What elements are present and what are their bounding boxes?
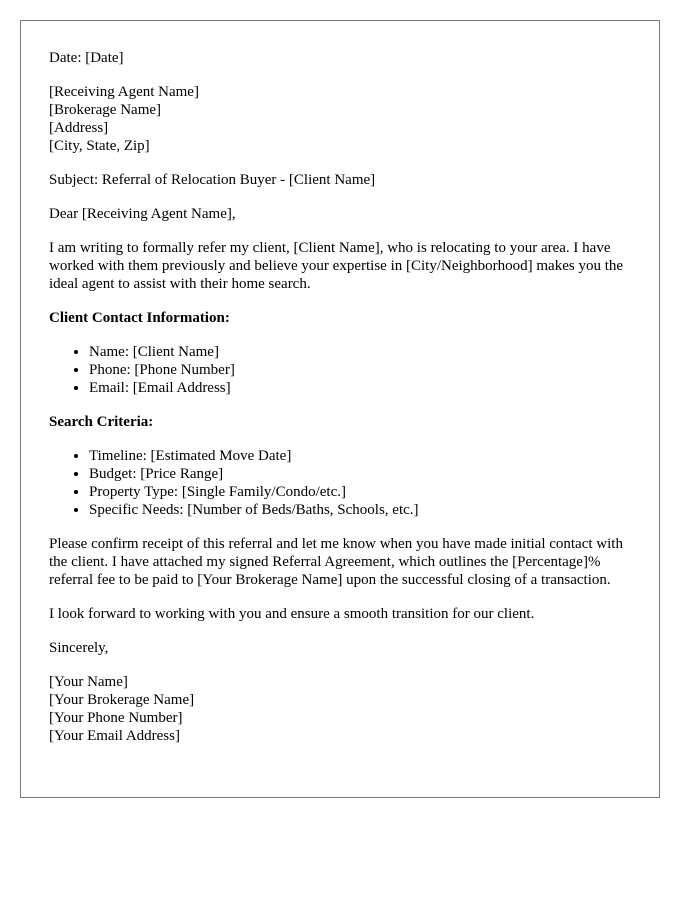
sender-brokerage: [Your Brokerage Name] (49, 692, 195, 708)
list-item: • Specific Needs: [Number of Beds/Baths, Schools, etc.] (89, 501, 631, 519)
search-criteria-heading: Search Criteria: (49, 414, 154, 430)
client-contact-list (49, 343, 631, 397)
intro-paragraph: I am writing to formally refer my client, [Client Name], who is relocating to your area. I have worked with them previously and believe your expertise in [City/Neighborhood] makes you the ideal agent to assist with their home search. (49, 240, 624, 292)
list-item: • Budget: [Price Range] (89, 465, 631, 483)
referral-letter (20, 20, 660, 798)
sender-name: [Your Name] (49, 674, 128, 690)
list-item: • Email: [Email Address] (89, 379, 631, 397)
recipient-city-state-zip: [City, State, Zip] (49, 138, 150, 154)
recipient-address-block (49, 83, 631, 155)
list-item: • Phone: [Phone Number] (89, 361, 631, 379)
salutation: Dear [Receiving Agent Name], (49, 206, 236, 222)
recipient-address: [Address] (49, 120, 109, 136)
list-item: • Property Type: [Single Family/Condo/etc.] (89, 483, 631, 501)
sender-phone: [Your Phone Number] (49, 710, 183, 726)
list-item: • Timeline: [Estimated Move Date] (89, 447, 631, 465)
list-item: • Name: [Client Name] (89, 343, 631, 361)
search-criteria-list (49, 447, 631, 519)
sender-email: [Your Email Address] (49, 728, 180, 744)
subject-line: Subject: Referral of Relocation Buyer - [Client Name] (49, 172, 376, 188)
client-contact-heading: Client Contact Information: (49, 310, 230, 326)
sender-signature-block (49, 673, 631, 745)
closing-paragraph: I look forward to working with you and ensure a smooth transition for our client. (49, 606, 535, 622)
confirm-paragraph: Please confirm receipt of this referral and let me know when you have made initial contact with the client. I have attached my signed Referral Agreement, which outlines the [Percentage]% referral fee to be paid to [Your Brokerage Name] upon the successful closing of a transaction. (49, 536, 623, 588)
sign-off: Sincerely, (49, 640, 109, 656)
recipient-brokerage: [Brokerage Name] (49, 102, 162, 118)
recipient-name: [Receiving Agent Name] (49, 84, 199, 100)
date-line: Date: [Date] (49, 50, 124, 66)
